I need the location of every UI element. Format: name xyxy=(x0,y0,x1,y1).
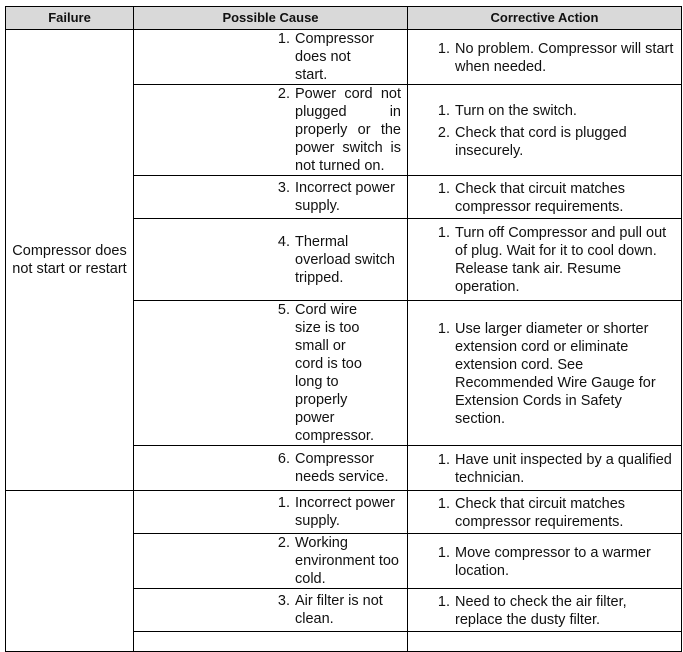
cause-number: 2. xyxy=(277,86,290,102)
action-text: Check that circuit matches compressor requirements. xyxy=(455,180,626,215)
action-cell xyxy=(408,301,682,446)
action-number: 1. xyxy=(437,320,450,337)
cause-text: Compressor needs service. xyxy=(295,451,389,485)
cause-text: Compressor does not start. xyxy=(295,31,374,83)
cause-number: 5. xyxy=(277,302,290,318)
cause-cell xyxy=(134,589,408,632)
action-number: 1. xyxy=(437,225,450,241)
cause-cell xyxy=(134,632,408,652)
action-cell xyxy=(408,534,682,589)
header-row xyxy=(6,7,682,30)
header-possible-cause: Possible Cause xyxy=(134,7,408,30)
table-row xyxy=(6,491,682,534)
action-number: 1. xyxy=(437,544,450,561)
cause-cell xyxy=(134,491,408,534)
cause-text: Incorrect power supply. xyxy=(295,180,395,214)
troubleshooting-table xyxy=(5,6,682,652)
action-text: Turn off Compressor and pull out of plug. Wait for it to cool down. Release tank air. Resume operation. xyxy=(455,225,667,295)
action-text: Check that circuit matches compressor requirements. xyxy=(455,495,626,530)
cause-text: Cord wire size is too small or cord is too long to properly power compressor. xyxy=(295,302,374,444)
action-cell xyxy=(408,491,682,534)
cause-cell xyxy=(134,85,408,176)
cause-cell xyxy=(134,30,408,85)
cause-number: 3. xyxy=(277,180,290,196)
cause-number: 6. xyxy=(277,451,290,467)
action-number: 2. xyxy=(437,124,450,141)
cause-number: 2. xyxy=(277,535,290,551)
cause-number: 3. xyxy=(277,593,290,609)
cause-text: Air filter is not clean. xyxy=(295,593,383,627)
action-cell xyxy=(408,219,682,301)
action-cell xyxy=(408,589,682,632)
cause-number: 1. xyxy=(277,31,290,47)
cause-text: Thermal overload switch tripped. xyxy=(295,233,395,286)
action-text: No problem. Compressor will start when needed. xyxy=(455,40,674,75)
action-text: Need to check the air filter, replace the dusty filter. xyxy=(455,593,627,628)
action-cell xyxy=(408,85,682,176)
action-text: Have unit inspected by a qualified technician. xyxy=(455,451,672,486)
cause-text: Working environment too cold. xyxy=(295,535,399,587)
cause-cell xyxy=(134,534,408,589)
action-cell xyxy=(408,446,682,491)
cause-cell xyxy=(134,219,408,301)
action-cell xyxy=(408,632,682,652)
cause-number: 4. xyxy=(277,233,290,250)
action-number: 1. xyxy=(437,495,450,512)
cause-text: Incorrect power supply. xyxy=(295,495,395,529)
table-row xyxy=(6,30,682,85)
action-number: 1. xyxy=(437,451,450,468)
action-text: Check that cord is plugged insecurely. xyxy=(455,124,627,159)
action-text: Turn on the switch. xyxy=(455,102,577,119)
action-number: 1. xyxy=(437,180,450,197)
action-cell xyxy=(408,30,682,85)
cause-number: 1. xyxy=(277,495,290,511)
action-cell xyxy=(408,176,682,219)
cause-text: Power cord not plugged in properly or the power switch is not turned on. xyxy=(295,86,401,174)
cause-cell xyxy=(134,301,408,446)
action-number: 1. xyxy=(437,40,450,57)
failure-cell: Compressor does not start or restart xyxy=(6,30,134,491)
header-failure: Failure xyxy=(6,7,134,30)
cause-cell xyxy=(134,446,408,491)
failure-cell xyxy=(6,491,134,652)
header-corrective-action: Corrective Action xyxy=(408,7,682,30)
action-text: Move compressor to a warmer location. xyxy=(455,544,651,579)
action-number: 1. xyxy=(437,593,450,610)
action-number: 1. xyxy=(437,102,450,119)
cause-cell xyxy=(134,176,408,219)
action-text: Use larger diameter or shorter extension cord or eliminate extension cord. See Recommended Wire Gauge for Extension Cords in Safety section. xyxy=(455,320,656,427)
